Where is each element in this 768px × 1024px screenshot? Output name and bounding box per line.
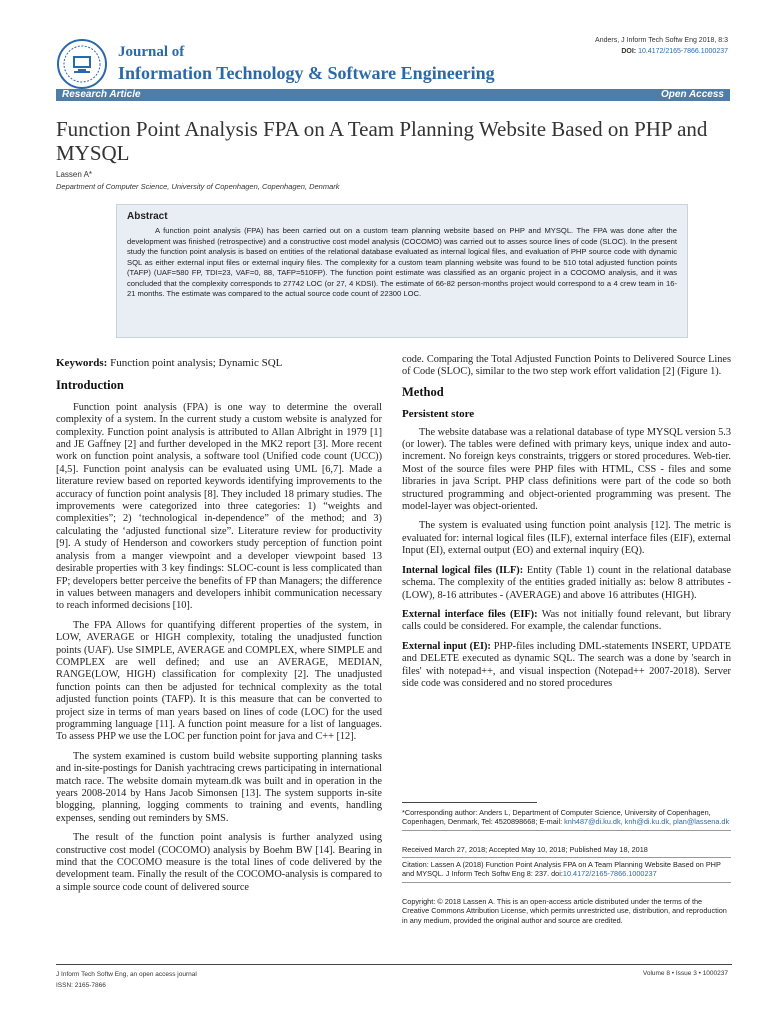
intro-paragraph: The system examined is custom build website supporting planning tasks and in-site-postings for Danish yachtracing crews participating in international match race. The website domain myteam.dk was built and in operation in the years 2008-2014 by Hans Jacob Simonsen [13]. The system supports in-site blogging, planning, logging comments to training and events, handling expenses, sending out reminders by SMS. xyxy=(56,750,382,824)
citation-doi-link[interactable]: 10.4172/2165-7866.1000237 xyxy=(562,869,657,879)
footer-left xyxy=(56,969,197,991)
intro-paragraph: Function point analysis (FPA) is one way to determine the overall complexity of a system. In the current study a custom website is analyzed for complexity. Function point analysis is attributed to Allan Albright in 1979 [1] and JE Gaffney [2] and further developed in the MK2 report [3]. More recent work on function point analysis, a software tool (Unified code count (UCC)) [4,5]. Function point analysis can be evaluated using UML [6,7]. Made a literature review based on reported keywords identifying improvements to the accuracy of function point analysis [8]. They included 18 primary studies. The improvements were categorized into three categories: 1) “weights and complexities”; 2) ‘technological in-dependence” of the method; and 3) calculating the ‘adjusted functional size”. Literature review for productivity [9]. A study of Henderson and coworkers study perception of function point analysis from a manger viewpoint and a developer viewpoint based 13 desirable properties with 3 key findings: SLOC-count is less complicated than FP; developers better perceive the benefits of FP than Managers; the difference in values between managers and developers inhibit communication necessary to reach informed decisions [10]. xyxy=(56,401,382,612)
keywords-text: Function point analysis; Dynamic SQL xyxy=(110,357,283,369)
ilf-label: Internal logical files (ILF): xyxy=(402,564,524,576)
ilf-text: Entity (Table 1) count in the relational database schema. The complexity of the entities graded initially as: below 8 attributes - (LOW), 8-16 attributes - (AVERAGE) and above 16 attributes (HIGH). xyxy=(402,564,732,601)
abstract-text: A function point analysis (FPA) has been carried out on a custom team planning website based on PHP and MYSQL. The FPA was done after the development was finished (retrospective) and a constructive cost model analysis (COCOMO) was carried out to asses source lines of code (SLOC). In the present study the function point analysis is based on entities of the relational database evaluated as internal logical files, and evaluation of PHP source code with dynamic SQL as either external input files or external inquiry files. The complexity for a custom team planning website was found to be 510 total adjusted function points (TAFP) (UAF=580 FP, TDI=23, VAF=0, 88, TAFP=510FP). The function point estimate was classified as an organic project in a COCOMO analysis, and it was concluded that the complexity corresponds to 27742 LOC (or 27, 4 KDSI). The estimate of 66-82 person-months project would correspond to a 4 crew team in 16-21 months. The estimate was compared to the actual source code count of 22300 LOC. xyxy=(127,226,677,298)
footer-volume: Volume 8 • Issue 3 • 1000237 xyxy=(642,970,728,977)
method-paragraph: The system is evaluated using function point analysis [12]. The metric is evaluated for: internal logical files (ILF), external interface files (EIF), external Input (EI), external output (EO) and external inquiry (EQ). xyxy=(402,520,731,557)
ei-text: PHP-files including DML-statements INSERT, UPDATE and DELETE executed as dynamic SQL. The search was a done by 'search in files' with notepad++, and visual inspection (Notepad++ 2007-2018). Server side code was considered and no stored procedures xyxy=(402,640,731,689)
article-type-bar xyxy=(56,89,730,101)
article-type: Research Article xyxy=(62,89,141,100)
citation-header xyxy=(595,35,728,57)
corresponding-author-note xyxy=(402,808,731,831)
introduction-heading: Introduction xyxy=(56,378,124,393)
eif-label: External interface files (EIF): xyxy=(402,608,538,620)
footer-journal: J Inform Tech Softw Eng, an open access journal xyxy=(56,971,197,978)
ei-label: External input (EI): xyxy=(402,640,491,652)
continuation-paragraph: code. Comparing the Total Adjusted Function Points to Delivered Source Lines of Code (SLOC), similar to the two step work effort validation [2] (Figure 1). xyxy=(402,354,731,378)
journal-name-line2: Information Technology & Software Engineering xyxy=(118,63,495,83)
email-links[interactable]: knh487@di.ku.dk, knh@di.ku.dk, plan@lassena.dk xyxy=(564,817,730,827)
received-dates: Received March 27, 2018; Accepted May 10, 2018; Published May 18, 2018 xyxy=(402,845,731,858)
eif-paragraph xyxy=(402,609,731,634)
abstract-heading: Abstract xyxy=(127,211,168,222)
citation-note xyxy=(402,860,731,883)
abstract-box xyxy=(116,204,688,338)
copyright-note: Copyright: © 2018 Lassen A. This is an open-access article distributed under the terms of the Creative Commons Attribution License, which permits unrestricted use, distribution, and reproduction in any medium, provided the original author and source are credited. xyxy=(402,897,727,925)
ei-paragraph xyxy=(402,641,731,691)
open-access-label: Open Access xyxy=(661,89,724,100)
footer-issn: ISSN: 2165-7866 xyxy=(56,982,106,989)
author-name: Lassen A* xyxy=(56,170,93,179)
article-title: Function Point Analysis FPA on A Team Planning Website Based on PHP and MYSQL xyxy=(56,117,708,165)
intro-paragraph: The result of the function point analysis is further analyzed using constructive cost model (COCOMO) analysis by Boehm BW [14]. Bearing in mind that the COCOMO measure is the total lines of code delivered by the development team. Finally the result of the COCOMO-analysis is compared to a simple source code count of delivered source xyxy=(56,832,382,893)
doi-label: DOI: xyxy=(621,48,637,55)
doi-link[interactable]: 10.4172/2165-7866.1000237 xyxy=(638,48,728,55)
journal-seal-logo-icon xyxy=(56,38,108,90)
method-heading: Method xyxy=(402,384,444,399)
footnote-rule xyxy=(402,802,537,803)
corresponding-text: *Corresponding author: Anders L, Department of Computer Science, University of Copenhagen, Copenhagen, Denmark, Tel: 4520898668; E-mail: xyxy=(402,808,711,827)
persistent-store-heading: Persistent store xyxy=(402,408,475,421)
footer-rule xyxy=(56,964,732,965)
keywords-label: Keywords: xyxy=(56,357,108,369)
journal-name-line1: Journal of xyxy=(118,44,185,60)
left-column xyxy=(56,357,382,901)
ilf-paragraph xyxy=(402,565,731,602)
author-affiliation: Department of Computer Science, University of Copenhagen, Copenhagen, Denmark xyxy=(56,182,340,191)
right-column xyxy=(402,354,731,697)
keywords xyxy=(56,357,382,369)
journal-citation: Anders, J Inform Tech Softw Eng 2018, 8:3 xyxy=(595,37,728,44)
eif-text: Was not initially found relevant, but library calls could be considered. For example, the calendar functions. xyxy=(402,608,731,633)
intro-paragraph: The FPA Allows for quantifying different properties of the system, in LOW, AVERAGE or HIGH complexity, totaling the unadjusted function points (UAF). Use SIMPLE, AVERAGE and COMPLEX, where SIMPLE and COMPLEX are well defined; and use an AVERAGE, MEDIAN, RANGE(LOW, HIGH) classification for complexity [2]. The unadjusted function points can then be adjusted for technical complexity as the total adjusted function points (TAFP). It is this measure that can be converted to project size in terms of man years based on lines of code (LOC) for the used programming language [11]. A function point measure for a list of languages. To assess PHP we use the LOC per function point for java and C++ [12]. xyxy=(56,619,382,743)
method-paragraph: The website database was a relational database of type MYSQL version 5.3 (or lower). The tables were defined with primary keys, unique index and auto-increment. No foreign keys constraints, triggers or stored procedures. Web-tier. Most of the source files were PHP files with HTML, CSS - files and some libraries in java Script. PHP class definitions were part of the code so both structured programming and object-oriented programming was present. The model-layer was object-oriented. xyxy=(402,426,731,513)
citation-text: Citation: Lassen A (2018) Function Point Analysis FPA on A Team Planning Website Based on PHP and MYSQL. J Inform Tech Softw Eng 8: 237. doi: xyxy=(402,860,721,879)
